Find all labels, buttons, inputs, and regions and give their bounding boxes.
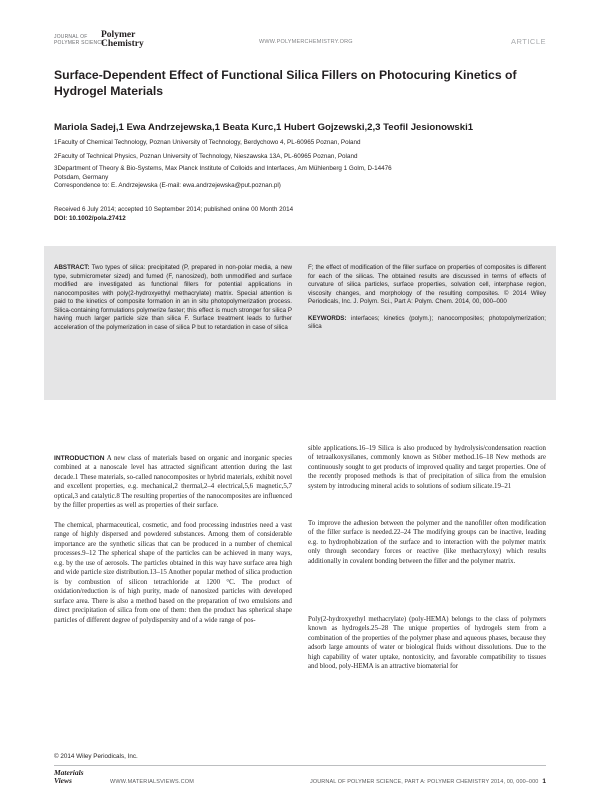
keywords-text: interfaces; kinetics (polym.); nanocomposites; photopolymerization; silica bbox=[308, 314, 546, 331]
affiliation-3-continued: Potsdam, Germany bbox=[54, 173, 109, 181]
received-dates: Received 6 July 2014; accepted 10 September 2014; published online 00 Month 2014 bbox=[54, 206, 294, 213]
footer-url[interactable]: WWW.MATERIALSVIEWS.COM bbox=[110, 779, 195, 785]
keywords bbox=[308, 315, 546, 332]
article-title: Surface-Dependent Effect of Functional Silica Fillers on Photocuring Kinetics of Hydrogel Materials bbox=[54, 68, 517, 98]
abstract-text-left: Two types of silica: precipitated (P, prepared in non-polar media, a new type, submicrometer sized) and fumed (F, nanosized), both unmodified and surface modified are investigated as functional fillers for potential applications in nanocomposites with poly(2-hydroxyethyl methacrylate) matrix. Special attention is paid to the kinetics of composite formation in an in situ photopolymerization process. Silica-containing formulations polymerize faster; this effect is much stronger for silica P having much larger particle size than silica F. Surface treatment leads to further acceleration of the polymerization in case of silica P but to retardation in case of silica bbox=[54, 264, 292, 331]
introduction-text: A new class of materials based on organic and inorganic species combined at a nanoscale level has attracted significant attention during the last decade.1 These materials, so-called nanocomposites or hybrid materials, exhibit novel and excellent properties, e.g. mechanical,2 thermal,2–4 electrical,5,6 magnetic,5,7 optical,3 and catalytic.8 The resulting properties of the nanocomposites are influenced by the filler properties as well as properties of their surface. bbox=[54, 455, 292, 510]
abstract-label: ABSTRACT: bbox=[54, 264, 90, 271]
keywords-label: KEYWORDS: bbox=[308, 314, 347, 322]
journal-logo bbox=[54, 31, 174, 51]
abstract-left-column bbox=[54, 264, 292, 332]
journal-name-small: JOURNAL OF POLYMER SCIENCE bbox=[54, 34, 105, 46]
affiliation-3: 3Department of Theory & Bio-Systems, Max Planck Institute of Colloids and Interfaces, Am Mühlenberg 1 Golm, D-14476 bbox=[54, 165, 392, 172]
page-header bbox=[54, 30, 546, 52]
journal-name-big: Polymer Chemistry bbox=[101, 30, 144, 49]
materials-views-logo: Materials Views bbox=[54, 768, 84, 785]
footer-divider bbox=[54, 765, 546, 766]
article-type-label: ARTICLE bbox=[510, 37, 546, 46]
body-left-paragraph-1 bbox=[54, 454, 292, 511]
introduction-heading: INTRODUCTION bbox=[54, 455, 105, 462]
abstract-right-column bbox=[308, 264, 546, 332]
affiliation-2: 2Faculty of Technical Physics, Poznan University of Technology, Nieszawska 13A, PL-60965 Poznan, Poland bbox=[54, 153, 358, 160]
page-number: 1 bbox=[542, 778, 546, 785]
body-right-paragraph-2: To improve the adhesion between the polymer and the nanofiller often modification of the filler surface is needed.22–24 The modifying groups can be inactive, leading e.g. to hydrophobization of the surface and to interaction with the polymer matrix only through secondary forces or reactive (like methacryloxy) which results additionally in covalent bonding between the filler and the polymer matrix. bbox=[308, 520, 546, 565]
body-left-paragraph-2: The chemical, pharmaceutical, cosmetic, and food processing industries need a vast range of highly dispersed and powdered substances. Among them of considerable importance are the synthetic silicas that can be produced in a number of chemical processes.9–12 The spherical shape of the particles can be achieved in many ways, e.g. by the use of aerosols. The particles obtained in this way have surface area high and wide particle size distribution.13–15 Another popular method of silica production is by combustion of silicon tetrachloride at 1200 °C. The product of oxidation/reduction is of high purity, made of nanosized particles with developed surface area. There is also a method based on the preparation of two emulsions and direct precipitation of silica from one of them: then the product has spherical shape particles of different degree of polydispersity and of a wide range of pos- bbox=[54, 522, 292, 624]
journal-url[interactable]: WWW.POLYMERCHEMISTRY.ORG bbox=[259, 39, 353, 45]
footer-journal-citation: JOURNAL OF POLYMER SCIENCE, PART A: POLYMER CHEMISTRY 2014, 00, 000–000 bbox=[310, 779, 539, 785]
body-right-paragraph-3: Poly(2-hydroxyethyl methacrylate) (poly-HEMA) belongs to the class of polymers known as hydrogels.25–28 The unique properties of hydrogels stem from a combination of the properties of the polymer phase and aqueous phases, because they adsorb large amounts of water or biological fluids without dissolutions. Due to the high capability of water uptake, nontoxicity, and favorable compatibility to tissues and blood, poly-HEMA is an attractive biomaterial for bbox=[308, 616, 546, 671]
author-list: Mariola Sadej,1 Ewa Andrzejewska,1 Beata Kurc,1 Hubert Gojzewski,2,3 Teofil Jesionowski1 bbox=[54, 122, 474, 133]
correspondence: Correspondence to: E. Andrzejewska (E-mail: ewa.andrzejewska@put.poznan.pl) bbox=[54, 182, 281, 189]
doi[interactable]: DOI: 10.1002/pola.27412 bbox=[54, 215, 126, 222]
affiliation-1: 1Faculty of Chemical Technology, Poznan University of Technology, Berdychowo 4, PL-60965 Poznan, Poland bbox=[54, 139, 361, 146]
abstract-text-right: F; the effect of modification of the filler surface on properties of composites is different for each of the silicas. The obtained results are discussed in terms of effects of curvature of silica particles, surface properties, solvation cell, interphase region, viscosity changes, and morphology of the resulting composites. © 2014 Wiley Periodicals, Inc. J. Polym. Sci., Part A: Polym. Chem. 2014, 00, 000–000 bbox=[308, 264, 546, 306]
copyright-notice: © 2014 Wiley Periodicals, Inc. bbox=[54, 753, 138, 760]
body-right-paragraph-1: sible applications.16–19 Silica is also produced by hydrolysis/condensation reaction of tetraalkoxysilanes, commonly known as Stöber method.16–18 New methods are continuously sought to get products of improved quality and target properties. One of the recently proposed methods is that of precipitation of silica from the emulsion system by introducing mineral acids to solutions of sodium silicate.19–21 bbox=[308, 445, 546, 490]
